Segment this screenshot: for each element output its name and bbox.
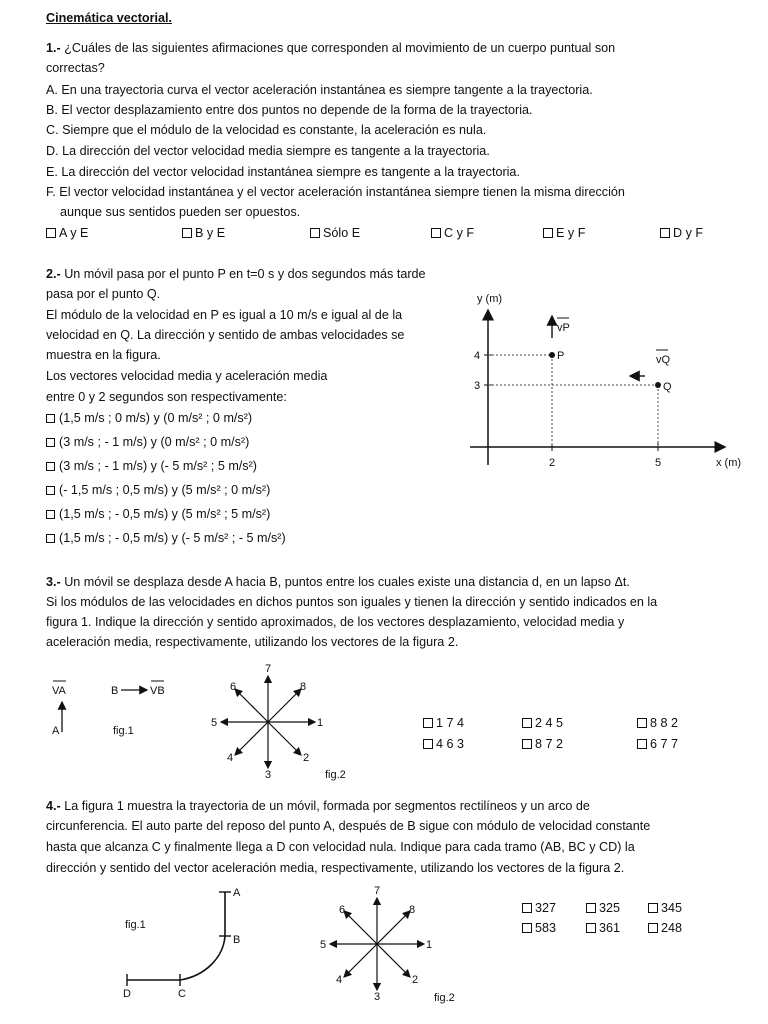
q4-fig2-compass <box>314 880 474 1008</box>
q3-fig2-label: fig.2 <box>325 769 346 781</box>
q2-line-1: 2.- Un móvil pasa por el punto P en t=0 s y dos segundos más tarde <box>46 267 426 281</box>
checkbox-icon[interactable] <box>46 534 55 543</box>
checkbox-icon[interactable] <box>522 903 532 913</box>
q3-line-2: Si los módulos de las velocidades en dichos puntos son iguales y tienen la dirección y sentido indicados en la <box>46 595 658 609</box>
x-tick-label-5: 5 <box>655 457 662 469</box>
vector-4 <box>344 944 377 977</box>
point-p <box>549 352 555 358</box>
checkbox-icon[interactable] <box>46 414 55 423</box>
vector-label-2: 2 <box>412 974 419 986</box>
q4-option-2[interactable]: 325 <box>586 901 620 915</box>
q3-option-5[interactable]: 8 7 2 <box>522 737 563 751</box>
vector-2 <box>377 944 410 977</box>
q4-fig1-label: fig.1 <box>125 919 146 931</box>
q2-line-7: entre 0 y 2 segundos son respectivamente: <box>46 390 287 404</box>
q1-text-line1 <box>46 40 615 56</box>
vector-label-3: 3 <box>265 769 272 781</box>
q3-fig2-compass <box>205 660 365 782</box>
vector-2 <box>268 722 301 755</box>
q2-line-4: velocidad en Q. La dirección y sentido de ambas velocidades se <box>46 328 405 342</box>
q4-number: 4.- <box>46 799 61 813</box>
checkbox-icon[interactable] <box>637 739 647 749</box>
q2-option-1[interactable]: (1,5 m/s ; 0 m/s) y (0 m/s² ; 0 m/s²) <box>46 411 252 425</box>
checkbox-icon[interactable] <box>586 903 596 913</box>
vector-label-1: 1 <box>426 939 433 951</box>
vector-6 <box>235 689 268 722</box>
checkbox-icon[interactable] <box>522 718 532 728</box>
q4-line-4: dirección y sentido del vector aceleración media, respectivamente, utilizando los vectores de la figura 2. <box>46 861 625 875</box>
q4-option-4[interactable]: 583 <box>522 921 556 935</box>
x-axis-label: x (m) <box>716 457 742 469</box>
q2-line-6: Los vectores velocidad media y aceleración media <box>46 369 328 383</box>
q4-option-3[interactable]: 345 <box>648 901 682 915</box>
q1-statement-e: E. La dirección del vector velocidad instantánea siempre es tangente a la trayectoria. <box>46 165 520 179</box>
q2-option-4[interactable]: (- 1,5 m/s ; 0,5 m/s) y (5 m/s² ; 0 m/s²) <box>46 483 270 497</box>
q3-option-4[interactable]: 4 6 3 <box>423 737 464 751</box>
checkbox-icon[interactable] <box>543 228 553 238</box>
vector-label-8: 8 <box>409 904 416 916</box>
checkbox-icon[interactable] <box>637 718 647 728</box>
q1-statement-c: C. Siempre que el módulo de la velocidad es constante, la aceleración es nula. <box>46 123 487 137</box>
q1-option-6[interactable]: D y F <box>660 226 703 240</box>
q1-option-1[interactable]: A y E <box>46 226 88 240</box>
q4-fig1-trajectory <box>115 884 265 1004</box>
point-b-label: B <box>233 934 241 946</box>
point-d-label: D <box>123 988 131 1000</box>
q1-question: ¿Cuáles de las siguientes afirmaciones que corresponden al movimiento de un cuerpo puntual son <box>60 41 616 55</box>
q4-line-3: hasta que alcanza C y finalmente llega a D con velocidad nula. Indique para cada tramo (AB, BC y CD) la <box>46 840 635 854</box>
q3-option-1[interactable]: 1 7 4 <box>423 716 464 730</box>
vector-label-7: 7 <box>374 885 381 897</box>
checkbox-icon[interactable] <box>46 462 55 471</box>
page-title: Cinemática vectorial. <box>46 11 172 25</box>
checkbox-icon[interactable] <box>522 739 532 749</box>
vector-6 <box>344 911 377 944</box>
checkbox-icon[interactable] <box>182 228 192 238</box>
q1-option-5[interactable]: E y F <box>543 226 585 240</box>
q4-option-1[interactable]: 327 <box>522 901 556 915</box>
checkbox-icon[interactable] <box>46 486 55 495</box>
checkbox-icon[interactable] <box>522 923 532 933</box>
q3-option-3[interactable]: 8 8 2 <box>637 716 678 730</box>
vector-label-5: 5 <box>211 717 218 729</box>
q1-statement-d: D. La dirección del vector velocidad media siempre es tangente a la trayectoria. <box>46 144 490 158</box>
q2-option-5[interactable]: (1,5 m/s ; - 0,5 m/s) y (5 m/s² ; 5 m/s²) <box>46 507 270 521</box>
q3-line-3: figura 1. Indique la dirección y sentido aproximados, de los vectores desplazamiento, velocidad media y <box>46 615 625 629</box>
q3-line-1: 3.- Un móvil se desplaza desde A hacia B, puntos entre los cuales existe una distancia d, en un lapso Δt. <box>46 575 630 589</box>
vector-label-2: 2 <box>303 752 310 764</box>
point-q <box>655 382 661 388</box>
q1-statement-f-cont: aunque sus sentidos pueden ser opuestos. <box>46 205 301 219</box>
q2-line-3: El módulo de la velocidad en P es igual a 10 m/s e igual al de la <box>46 308 403 322</box>
velocity-b-label: VB <box>150 685 165 697</box>
vector-8 <box>268 689 301 722</box>
point-b-label: B <box>111 685 119 697</box>
vector-4 <box>235 722 268 755</box>
q4-option-6[interactable]: 248 <box>648 921 682 935</box>
q1-number: 1.- <box>46 41 61 55</box>
velocity-q-label: vQ <box>656 354 671 366</box>
q1-text-line2: correctas? <box>46 61 105 75</box>
x-tick-label-2: 2 <box>549 457 556 469</box>
point-p-label: P <box>557 350 565 362</box>
q2-option-3[interactable]: (3 m/s ; - 1 m/s) y (- 5 m/s² ; 5 m/s²) <box>46 459 257 473</box>
q3-fig1 <box>44 672 194 744</box>
checkbox-icon[interactable] <box>431 228 441 238</box>
y-tick-label-3: 3 <box>474 380 481 392</box>
q3-fig1-label: fig.1 <box>113 725 134 737</box>
q1-statement-a: A. En una trayectoria curva el vector aceleración instantánea es siempre tangente a la trayectoria. <box>46 83 593 97</box>
q1-statement-b: B. El vector desplazamiento entre dos puntos no depende de la forma de la trayectoria. <box>46 103 533 117</box>
q1-option-3[interactable]: Sólo E <box>310 226 360 240</box>
checkbox-icon[interactable] <box>310 228 320 238</box>
q2-position-graph <box>440 280 760 480</box>
checkbox-icon[interactable] <box>423 739 433 749</box>
q2-line-5: muestra en la figura. <box>46 348 161 362</box>
checkbox-icon[interactable] <box>586 923 596 933</box>
q2-line-2: pasa por el punto Q. <box>46 287 161 301</box>
velocity-a-label: VA <box>52 685 66 697</box>
vector-label-7: 7 <box>265 663 272 675</box>
q2-option-2[interactable]: (3 m/s ; - 1 m/s) y (0 m/s² ; 0 m/s²) <box>46 435 249 449</box>
q4-fig2-label: fig.2 <box>434 992 455 1004</box>
vector-label-4: 4 <box>336 974 343 986</box>
q2-option-6[interactable]: (1,5 m/s ; - 0,5 m/s) y (- 5 m/s² ; - 5 m/s²) <box>46 531 286 545</box>
y-axis-label: y (m) <box>477 293 503 305</box>
vector-label-1: 1 <box>317 717 324 729</box>
q1-statement-f: F. El vector velocidad instantánea y el vector aceleración instantánea siempre tienen la misma dirección <box>46 185 625 199</box>
q3-option-6[interactable]: 6 7 7 <box>637 737 678 751</box>
point-a-label: A <box>233 887 241 899</box>
q2-number: 2.- <box>46 267 61 281</box>
q4-option-5[interactable]: 361 <box>586 921 620 935</box>
checkbox-icon[interactable] <box>46 510 55 519</box>
checkbox-icon[interactable] <box>46 438 55 447</box>
trajectory-path <box>127 892 225 980</box>
vector-label-4: 4 <box>227 752 234 764</box>
q3-number: 3.- <box>46 575 61 589</box>
checkbox-icon[interactable] <box>423 718 433 728</box>
checkbox-icon[interactable] <box>46 228 56 238</box>
q4-line-2: circunferencia. El auto parte del reposo del punto A, después de B sigue con módulo de velocidad constante <box>46 819 651 833</box>
vector-8 <box>377 911 410 944</box>
checkbox-icon[interactable] <box>660 228 670 238</box>
q3-option-2[interactable]: 2 4 5 <box>522 716 563 730</box>
vector-label-6: 6 <box>230 681 237 693</box>
point-q-label: Q <box>663 381 672 393</box>
vector-label-8: 8 <box>300 681 307 693</box>
velocity-p-label: vP <box>557 322 570 334</box>
vector-label-6: 6 <box>339 904 346 916</box>
point-a-label: A <box>52 725 60 737</box>
checkbox-icon[interactable] <box>648 903 658 913</box>
q4-line-1: 4.- La figura 1 muestra la trayectoria de un móvil, formada por segmentos rectilíneos y un arco de <box>46 799 590 813</box>
point-c-label: C <box>178 988 186 1000</box>
y-tick-label-4: 4 <box>474 350 481 362</box>
q1-option-2[interactable]: B y E <box>182 226 225 240</box>
vector-label-3: 3 <box>374 991 381 1003</box>
q3-line-4: aceleración media, respectivamente, utilizando los vectores de la figura 2. <box>46 635 459 649</box>
checkbox-icon[interactable] <box>648 923 658 933</box>
vector-label-5: 5 <box>320 939 327 951</box>
q1-option-4[interactable]: C y F <box>431 226 474 240</box>
